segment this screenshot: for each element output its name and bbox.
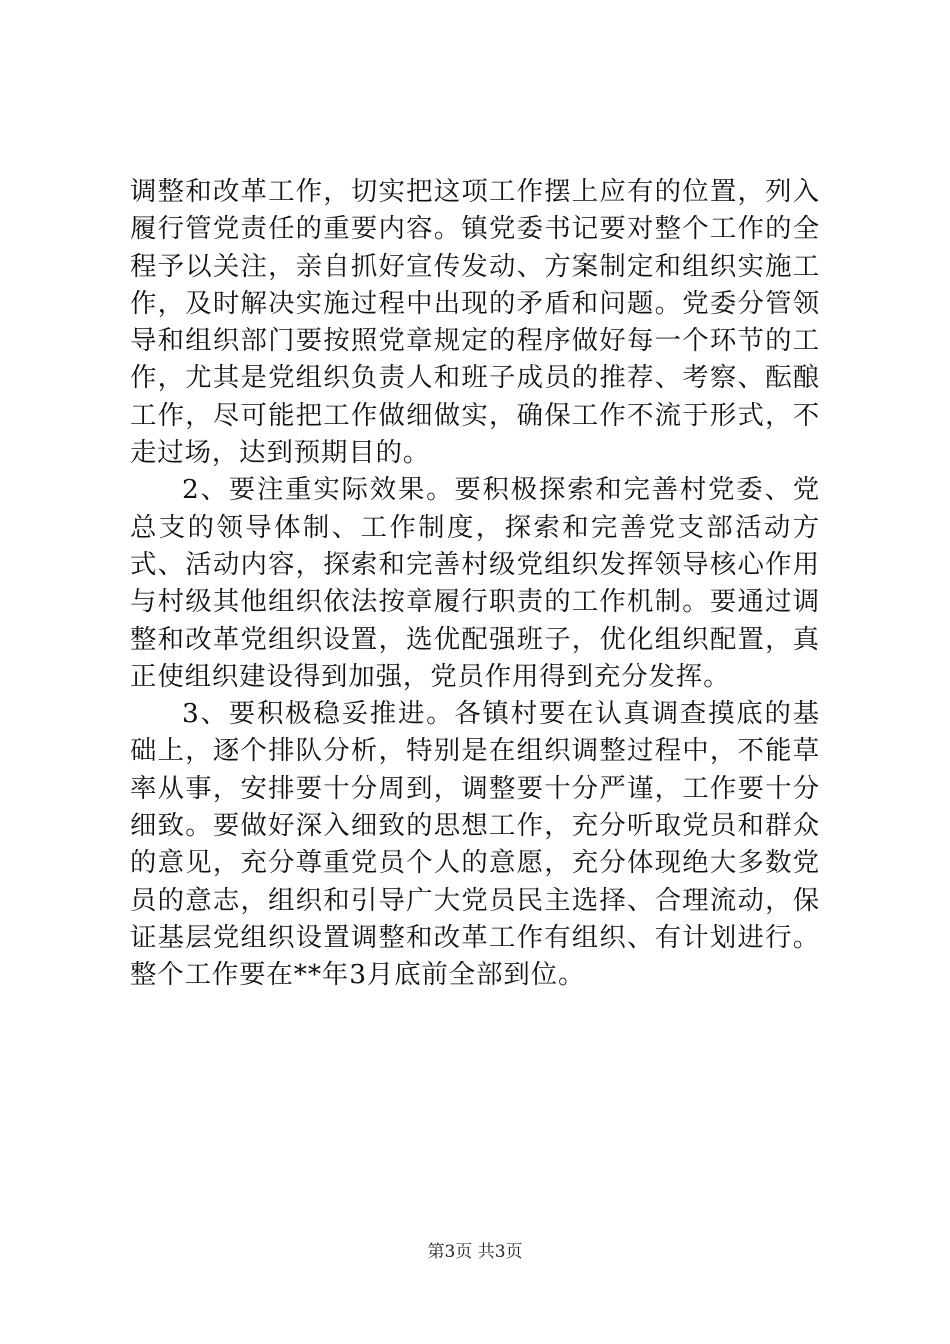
paragraph-continuation: 调整和改革工作，切实把这项工作摆上应有的位置，列入履行管党责任的重要内容。镇党委书记要对整个工作的全程予以关注，亲自抓好宣传发动、方案制定和组织实施工作，及时解决实施过程中出现的矛盾和问题。党委分管领导和组织部门要按照党章规定的程序做好每一个环节的工作，尤其是党组织负责人和班子成员的推荐、考察、酝酿工作，尽可能把工作做细做实，确保工作不流于形式，不走过场，达到预期目的。: [130, 176, 820, 469]
paragraph-item-2: 2、要注重实际效果。要积极探索和完善村党委、党总支的领导体制、工作制度，探索和完善党支部活动方式、活动内容，探索和完善村级党组织发挥领导核心作用与村级其他组织依法按章履行职责的工作机制。要通过调整和改革党组织设置，选优配强班子，优化组织配置，真正使组织建设得到加强，党员作用得到充分发挥。: [130, 474, 820, 692]
paragraph-item-3: 3、要积极稳妥推进。各镇村要在认真调查摸底的基础上，逐个排队分析，特别是在组织调整过程中，不能草率从事，安排要十分周到，调整要十分严谨，工作要十分细致。要做好深入细致的思想工作，充分听取党员和群众的意见，充分尊重党员个人的意愿，充分体现绝大多数党员的意志，组织和引导广大党员民主选择、合理流动，保证基层党组织设置调整和改革工作有组织、有计划进行。整个工作要在**年3月底前全部到位。: [130, 698, 820, 991]
document-body: [130, 173, 820, 994]
page-footer: 第3页 共3页: [427, 1242, 523, 1262]
